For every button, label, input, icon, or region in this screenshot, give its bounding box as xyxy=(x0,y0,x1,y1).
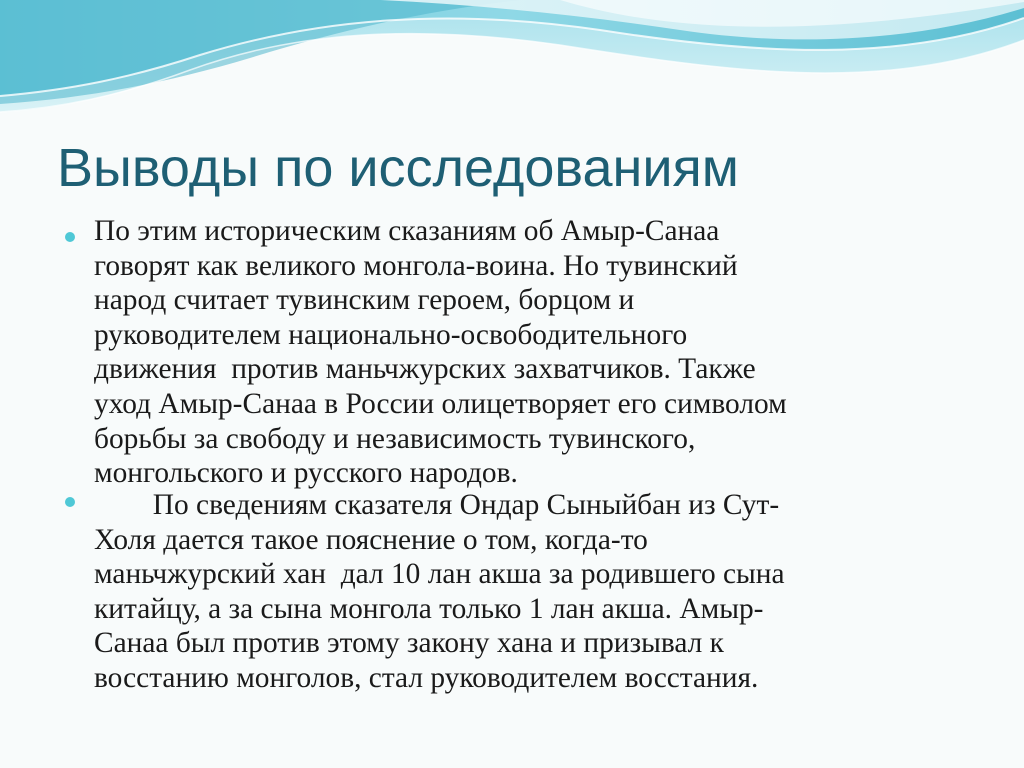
text-line: По этим историческим сказаниям об Амыр-Санаа xyxy=(94,215,720,247)
bullet-dot-icon xyxy=(65,232,75,242)
text-line: восстанию монголов, стал руководителем восстания. xyxy=(94,661,759,694)
text-line: говорят как великого монгола-воина. Но тувинский xyxy=(94,249,738,282)
text-line: борьбы за свободу и независимость тувинского, xyxy=(94,422,696,455)
wave-background xyxy=(0,0,1024,130)
text-line: уход Амыр-Санаа в России олицетворяет его символом xyxy=(94,387,787,420)
text-line: движения против маньчжурских захватчиков. Также xyxy=(94,353,756,386)
text-line: руководителем национально-освободительного xyxy=(94,318,688,351)
bullet-dot-icon xyxy=(65,497,75,507)
bullet-text xyxy=(94,214,787,491)
text-line: маньчжурский хан дал 10 лан акша за родившего сына xyxy=(94,558,785,591)
text-line: Санаа был против этому закону хана и призывал к xyxy=(94,627,724,660)
text-line: народ считает тувинским героем, борцом и xyxy=(94,284,635,317)
slide-title: Выводы по исследованиям xyxy=(57,138,739,198)
text-line: монгольского и русского народов. xyxy=(94,457,518,490)
text-line: По сведениям сказателя Ондар Сыныйбан из Сут- xyxy=(94,489,780,521)
text-line: Холя дается такое пояснение о том, когда-то xyxy=(94,523,648,556)
text-line: китайцу, а за сына монгола только 1 лан акша. Амыр- xyxy=(94,592,764,625)
bullet-text xyxy=(94,488,785,696)
